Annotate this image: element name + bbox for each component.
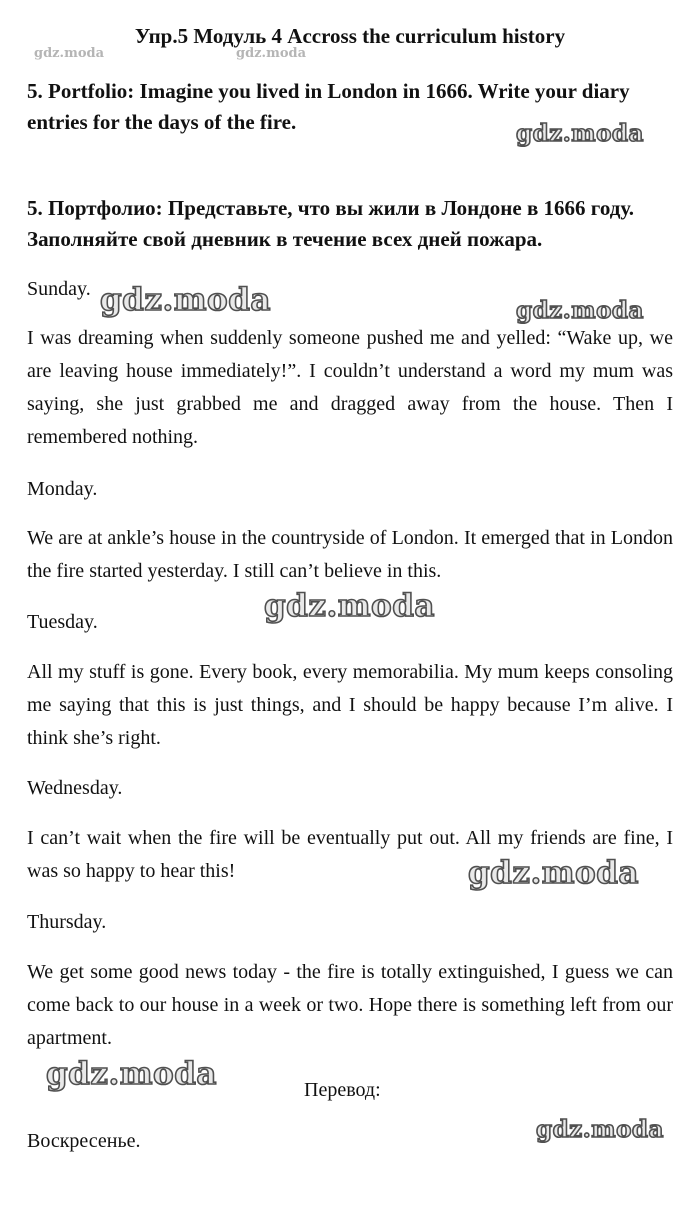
page-title: Упр.5 Модуль 4 Accross the curriculum history xyxy=(134,24,566,48)
diary-entry-monday: We are at ankle’s house in the countryside of London. It emerged that in London the fire started yesterday. I still can’t believe in this. xyxy=(27,527,673,582)
task-russian: 5. Портфолио: Представьте, что вы жили в Лондоне в 1666 году. Заполняйте свой дневник в течение всех дней пожара. xyxy=(27,196,634,251)
diary-day-thursday: Thursday. xyxy=(27,911,107,933)
watermark-logo: gdz.moda xyxy=(236,46,307,61)
diary-day-sunday: Sunday. xyxy=(27,278,91,300)
diary-day-monday: Monday. xyxy=(27,478,98,500)
watermark-logo: gdz.moda xyxy=(536,1116,664,1143)
watermark-logo: gdz.moda xyxy=(468,855,639,891)
watermark-logo: gdz.moda xyxy=(34,46,105,61)
diary-day-tuesday: Tuesday. xyxy=(27,611,98,633)
diary-entry-tuesday: All my stuff is gone. Every book, every memorabilia. My mum keeps consoling me saying that this is just things, and I should be happy because I’m alive. I think she’s right. xyxy=(27,661,673,749)
watermark-logo: gdz.moda xyxy=(264,588,435,624)
translation-first-day: Воскресенье. xyxy=(27,1130,141,1152)
watermark-logo: gdz.moda xyxy=(100,282,271,318)
watermark-logo: gdz.moda xyxy=(516,297,644,324)
task-english: 5. Portfolio: Imagine you lived in London in 1666. Write your diary entries for the days of the fire. xyxy=(27,79,630,134)
watermark-logo: gdz.moda xyxy=(516,120,644,147)
diary-entry-thursday: We get some good news today - the fire is totally extinguished, I guess we can come back to our house in a week or two. Hope there is something left from our apartment. xyxy=(27,961,673,1049)
translation-label: Перевод: xyxy=(304,1079,381,1101)
diary-day-wednesday: Wednesday. xyxy=(27,777,123,799)
watermark-logo: gdz.moda xyxy=(46,1056,217,1092)
diary-entry-wednesday: I can’t wait when the fire will be eventually put out. All my friends are fine, I was so happy to hear this! xyxy=(27,827,673,882)
diary-entry-sunday: I was dreaming when suddenly someone pushed me and yelled: “Wake up, we are leaving house immediately!”. I couldn’t understand a word my mum was saying, she just grabbed me and dragged away from the house. Then I remembered nothing. xyxy=(27,327,673,448)
